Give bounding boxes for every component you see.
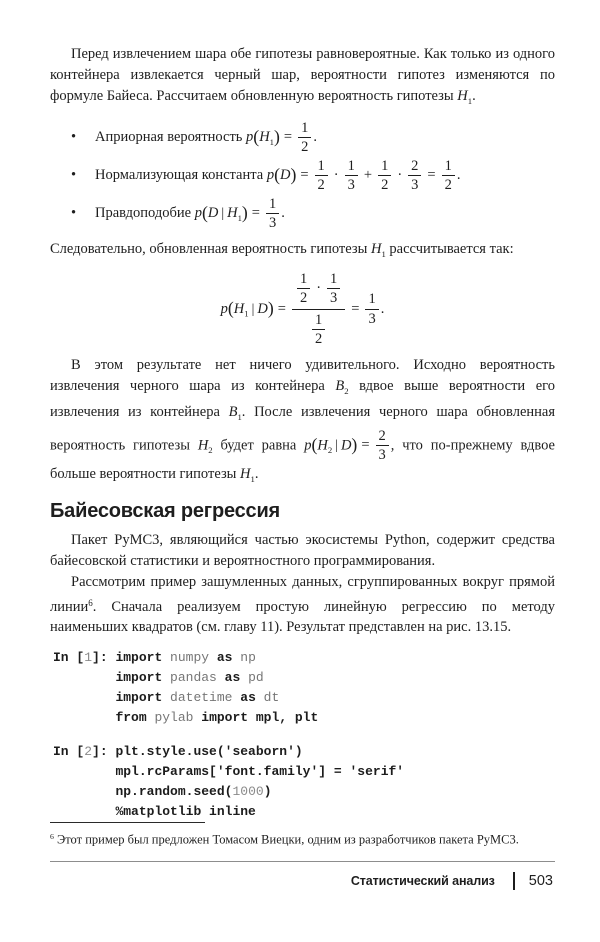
text-run: pandas <box>162 670 225 686</box>
fraction <box>266 196 279 232</box>
text-run: mpl.rcParams[ <box>115 764 217 780</box>
code-line <box>115 668 318 688</box>
fraction-part: 2 <box>315 175 328 194</box>
text-run: | <box>335 436 338 452</box>
bullet-marker: • <box>71 129 77 146</box>
code-cell-2 <box>53 742 555 822</box>
text-run: Рассмотрим пример зашумленных данных, сгруппированных вокруг прямой линии <box>50 573 555 615</box>
text-run: 1 <box>381 248 386 259</box>
text-run: ) <box>263 784 272 800</box>
text-run: B <box>228 403 238 420</box>
page-footer <box>50 862 555 892</box>
fraction <box>298 120 311 156</box>
fraction-part: 1 <box>381 157 389 174</box>
code-cell-1 <box>53 648 555 728</box>
text-run: 'serif' <box>349 764 405 780</box>
text-run: H <box>317 436 328 453</box>
text-run: ( <box>201 202 208 223</box>
text-run: 'font.family' <box>216 764 319 780</box>
footnote-separator <box>50 822 205 823</box>
fraction-part: 1 <box>314 311 323 328</box>
text-run: numpy <box>162 650 217 666</box>
text-run: import <box>115 650 163 666</box>
fraction-part: 2 <box>312 329 325 348</box>
text-run: as <box>224 670 241 686</box>
fraction-part: 1 <box>268 195 277 212</box>
fraction-part <box>292 270 345 309</box>
fraction-part: 1 <box>444 157 452 174</box>
bullet-likelihood <box>50 196 555 232</box>
text-run: H <box>233 300 245 317</box>
fraction-part: 3 <box>266 213 279 232</box>
fraction-part <box>292 309 345 349</box>
text-run: In [ <box>53 744 85 760</box>
fraction-part: 1 <box>330 270 338 287</box>
fraction-part: 2 <box>378 175 391 194</box>
text-run: . Сначала реализуем простую линейную регрессию по методу наименьших квадратов (см. главу 11). Результат представлен на рис. 13.15. <box>50 598 555 636</box>
text-run: 6 <box>88 597 93 608</box>
text-run: 1000 <box>232 784 264 800</box>
text-run: import <box>201 710 249 726</box>
fraction <box>315 158 328 194</box>
text-run: Нормализующая константа <box>95 167 267 184</box>
code-lines-1 <box>115 648 318 728</box>
text-run: 1 <box>237 411 242 422</box>
text-run: . <box>380 300 385 317</box>
text-run: В этом результате нет ничего удивительного. Исходно вероятность извлечения черного шара из контейнера <box>50 356 555 394</box>
text-run: D <box>279 167 291 184</box>
text-run: = <box>361 436 370 453</box>
text-run: datetime <box>162 690 241 706</box>
text-run: import <box>115 690 163 706</box>
text-run: = <box>251 205 260 222</box>
fraction <box>292 270 345 349</box>
text-run: dt <box>255 690 280 706</box>
text-run: Пакет PyMC3, являющийся частью экосистемы Python, содержит средства байесовской статистики и вероятностного программирования. <box>50 531 555 569</box>
display-formula-posterior <box>50 270 555 349</box>
bullet-normalizing-constant <box>50 158 555 194</box>
fraction-part: 1 <box>347 157 355 174</box>
text-run: Этот пример был предложен Томасом Виецки, одним из разработчиков пакета PyMC3. <box>53 832 519 847</box>
text-run: ( <box>274 164 280 185</box>
text-run: ) <box>351 434 358 455</box>
code-line <box>115 782 404 802</box>
fraction-part: 1 <box>317 157 325 174</box>
text-run: mpl, plt <box>248 710 319 726</box>
fraction <box>408 158 421 194</box>
text-run: pd <box>240 670 264 686</box>
text-run: 2 <box>84 744 93 760</box>
text-run: D <box>207 205 219 222</box>
bullet-marker: • <box>71 167 77 184</box>
text-run: ( <box>227 298 234 319</box>
footer-divider <box>513 872 515 890</box>
text-run: as <box>240 690 256 706</box>
text-run: ]: <box>92 650 116 666</box>
text-run: H <box>370 240 382 257</box>
fraction <box>312 312 325 348</box>
code-line <box>115 688 318 708</box>
text-run: 1 <box>250 473 255 484</box>
paragraph-intro <box>50 44 555 112</box>
fraction-part: 1 <box>299 270 308 287</box>
bullet-prior <box>50 120 555 156</box>
fraction-part: 3 <box>408 175 421 194</box>
footer-page-number: 503 <box>528 872 553 889</box>
text-run: H <box>457 88 468 104</box>
footer-section-label: Статистический анализ <box>350 873 495 888</box>
code-line <box>115 762 404 782</box>
text-run: In [ <box>53 650 85 666</box>
text-run: 1 <box>244 308 249 319</box>
page-bottom <box>50 822 555 941</box>
code-prompt-in2 <box>53 742 115 822</box>
text-run: · <box>397 167 403 184</box>
text-run: import <box>115 670 163 686</box>
code-prompt-in1 <box>53 648 115 728</box>
text-run: . <box>472 88 476 104</box>
text-run: H <box>240 465 251 482</box>
text-run: from <box>115 710 147 726</box>
text-run: ) <box>294 744 303 760</box>
fraction-part: 2 <box>411 157 419 174</box>
fraction-part: 3 <box>365 309 378 328</box>
text-run: H <box>227 205 238 222</box>
text-run: np.random.seed( <box>115 784 233 800</box>
text-run: 1 <box>269 137 275 148</box>
text-run: вдвое выше вероятности его извлечения из контейнера <box>50 377 556 420</box>
paragraph-noisy-data <box>50 572 555 639</box>
text-run: Перед извлечением шара обе гипотезы равновероятные. Как только из одного контейнера извлекается черный шар, вероятности гипотез изменяются по формуле Байеса. Рассчитаем обновленную вероятность гипотезы <box>50 46 555 104</box>
text-run: p <box>194 205 202 222</box>
fraction <box>327 271 340 307</box>
text-run: | <box>221 205 225 221</box>
fraction <box>365 291 378 327</box>
text-run: ) <box>274 126 280 147</box>
text-run: np <box>232 650 256 666</box>
section-heading-bayesian-regression: Байесовская регрессия <box>50 499 281 522</box>
text-run: + <box>363 167 373 184</box>
fraction <box>297 271 310 307</box>
text-run: будет равна <box>212 436 305 453</box>
text-run: %matplotlib inline <box>115 804 256 820</box>
text-run: p <box>220 300 228 317</box>
text-run: Следовательно, обновленная вероятность гипотезы <box>50 240 371 257</box>
text-run: · <box>316 280 322 297</box>
fraction-part: 1 <box>301 119 309 136</box>
fraction-part: 2 <box>442 175 455 194</box>
text-run: Правдоподобие <box>95 205 195 222</box>
text-run: ( <box>311 434 318 455</box>
code-line <box>115 708 318 728</box>
fraction-part: 2 <box>378 427 386 444</box>
text-run: 6 <box>50 832 54 842</box>
text-run: = <box>283 129 293 146</box>
text-run: plt.style.use( <box>115 744 225 760</box>
text-run: ) <box>290 164 297 185</box>
bullet-marker: • <box>71 205 77 222</box>
fraction-part: 2 <box>298 137 311 156</box>
text-run: p <box>304 436 312 453</box>
text-run: as <box>216 650 233 666</box>
text-run: ) <box>241 202 248 223</box>
text-run: p <box>266 167 275 184</box>
footnote-text <box>50 828 555 848</box>
fraction-part: 3 <box>345 175 358 194</box>
text-run: H <box>197 436 209 453</box>
text-run: 1 <box>84 650 93 666</box>
text-run: ] = <box>318 764 350 780</box>
text-run: 2 <box>327 444 333 455</box>
text-run: = <box>427 167 436 184</box>
fraction <box>378 158 391 194</box>
bullet-list <box>50 118 555 234</box>
text-run: 2 <box>344 385 349 396</box>
bullet-likelihood-text <box>95 195 285 232</box>
text-run: = <box>351 300 360 317</box>
text-run: 2 <box>208 444 213 455</box>
paragraph-conclusion-lead <box>50 239 555 265</box>
text-run: D <box>340 436 352 453</box>
fraction-part: 2 <box>297 288 310 307</box>
text-run: . <box>456 167 461 184</box>
text-run: . <box>281 205 285 222</box>
code-line <box>115 802 404 822</box>
fraction-part: 3 <box>376 445 389 464</box>
fraction-part: 1 <box>368 291 376 308</box>
fraction <box>442 158 455 194</box>
text-run: ( <box>253 126 260 147</box>
text-run: 'seaborn' <box>224 744 295 760</box>
bullet-prior-text <box>95 119 317 156</box>
text-run: . <box>313 129 317 146</box>
fraction <box>345 158 358 194</box>
text-run: рассчитывается так: <box>385 240 514 257</box>
text-run: . После извлечения черного шара обновленная вероятность гипотезы <box>50 403 556 453</box>
text-run: D <box>257 300 268 317</box>
text-run: · <box>333 167 339 184</box>
bullet-normalizing-text <box>95 157 461 194</box>
text-run: = <box>300 167 309 184</box>
text-run: 1 <box>237 213 242 224</box>
text-run: ]: <box>92 744 116 760</box>
code-lines-2 <box>115 742 404 822</box>
text-run: pylab <box>146 710 202 726</box>
text-run: , что по-прежнему вдвое больше вероятности гипотезы <box>50 436 555 482</box>
text-run: 1 <box>467 95 473 106</box>
text-run: Априорная вероятность <box>95 129 247 146</box>
paragraph-pymc3 <box>50 530 555 572</box>
text-run: H <box>259 129 270 146</box>
text-run: = <box>277 300 286 317</box>
text-run: B <box>335 377 345 394</box>
text-run: p <box>246 129 254 146</box>
paragraph-result-discussion <box>50 355 555 490</box>
code-line <box>115 742 404 762</box>
text-run: . <box>254 465 259 482</box>
text-run: ) <box>267 298 274 319</box>
text-run: | <box>251 300 255 316</box>
fraction-part: 3 <box>327 288 340 307</box>
fraction <box>376 428 389 464</box>
code-line <box>115 648 318 668</box>
